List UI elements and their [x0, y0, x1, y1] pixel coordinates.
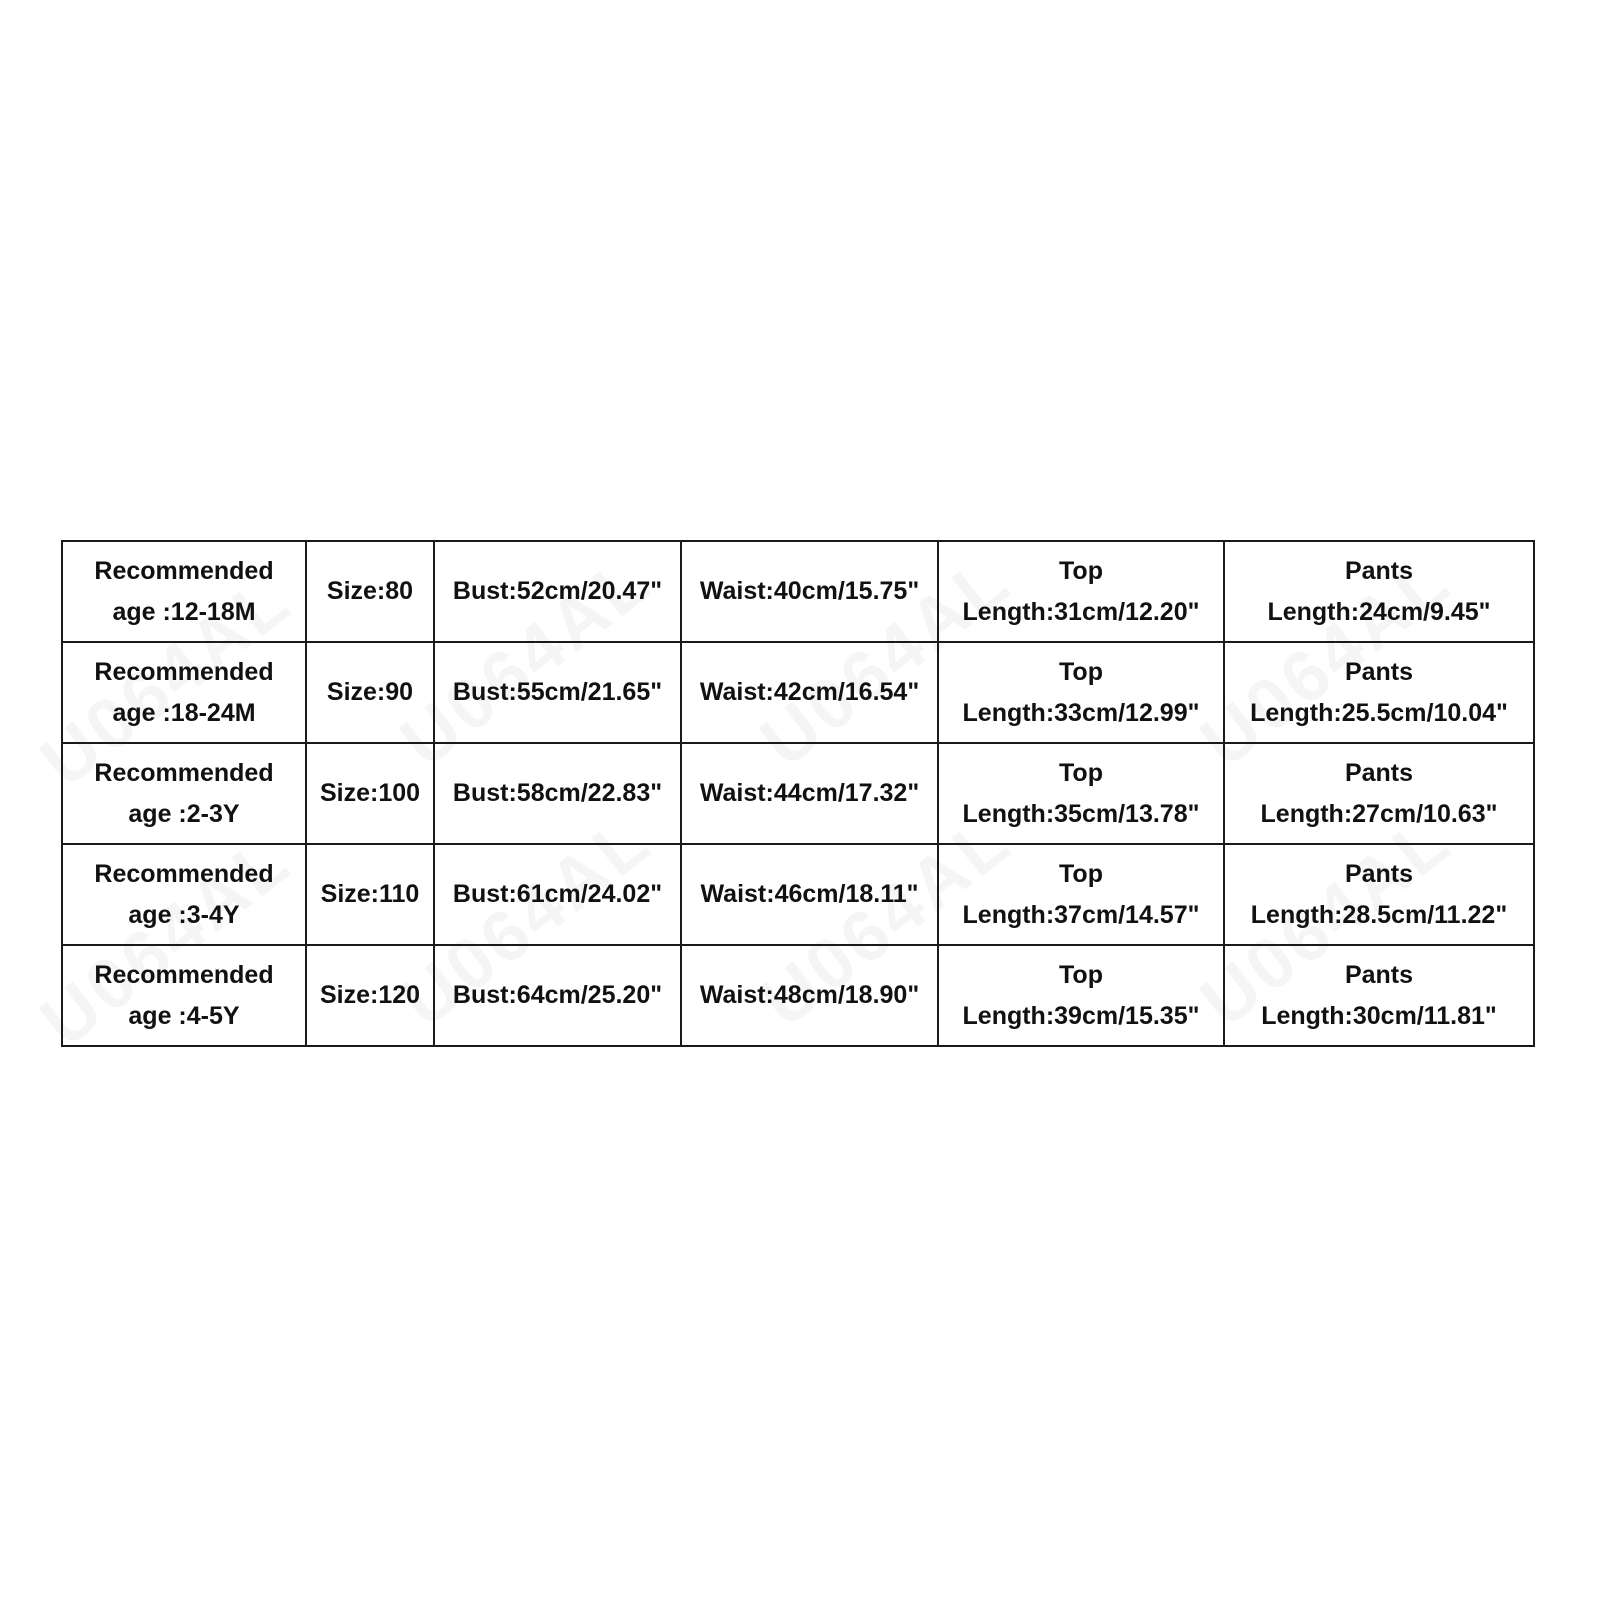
table-row	[62, 642, 1534, 743]
top-length-cell	[938, 743, 1224, 844]
age-label: Recommended	[94, 758, 274, 787]
size-cell: Size:100	[306, 743, 434, 844]
bust-cell: Bust:64cm/25.20"	[434, 945, 681, 1046]
pants-length-value: Length:30cm/11.81"	[1261, 1001, 1497, 1030]
bust-cell: Bust:58cm/22.83"	[434, 743, 681, 844]
table-row	[62, 541, 1534, 642]
age-value: age :2-3Y	[128, 799, 240, 828]
top-label: Top	[1059, 960, 1103, 989]
age-cell	[62, 743, 306, 844]
top-length-value: Length:31cm/12.20"	[962, 597, 1200, 626]
waist-cell: Waist:40cm/15.75"	[681, 541, 938, 642]
age-label: Recommended	[94, 960, 274, 989]
waist-cell: Waist:48cm/18.90"	[681, 945, 938, 1046]
top-length-value: Length:37cm/14.57"	[962, 900, 1200, 929]
age-label: Recommended	[94, 556, 274, 585]
top-length-cell	[938, 642, 1224, 743]
pants-label: Pants	[1344, 859, 1414, 888]
top-length-cell	[938, 541, 1224, 642]
top-label: Top	[1059, 556, 1103, 585]
top-length-value: Length:35cm/13.78"	[962, 799, 1200, 828]
size-cell: Size:80	[306, 541, 434, 642]
top-length-cell	[938, 945, 1224, 1046]
top-label: Top	[1059, 657, 1103, 686]
pants-label: Pants	[1344, 657, 1414, 686]
age-value: age :12-18M	[112, 597, 256, 626]
age-value: age :3-4Y	[128, 900, 240, 929]
pants-length-cell	[1224, 541, 1534, 642]
waist-cell: Waist:46cm/18.11"	[681, 844, 938, 945]
waist-cell: Waist:44cm/17.32"	[681, 743, 938, 844]
top-label: Top	[1059, 758, 1103, 787]
age-label: Recommended	[94, 657, 274, 686]
table-row	[62, 844, 1534, 945]
age-cell	[62, 844, 306, 945]
pants-label: Pants	[1344, 960, 1414, 989]
age-value: age :18-24M	[112, 698, 256, 727]
pants-length-cell	[1224, 945, 1534, 1046]
bust-cell: Bust:61cm/24.02"	[434, 844, 681, 945]
top-label: Top	[1059, 859, 1103, 888]
pants-length-value: Length:24cm/9.45"	[1267, 597, 1491, 626]
pants-length-cell	[1224, 743, 1534, 844]
size-cell: Size:120	[306, 945, 434, 1046]
table-row	[62, 743, 1534, 844]
age-cell	[62, 642, 306, 743]
pants-label: Pants	[1344, 556, 1414, 585]
table-row	[62, 945, 1534, 1046]
top-length-value: Length:33cm/12.99"	[962, 698, 1200, 727]
size-cell: Size:110	[306, 844, 434, 945]
age-label: Recommended	[94, 859, 274, 888]
waist-cell: Waist:42cm/16.54"	[681, 642, 938, 743]
pants-length-value: Length:28.5cm/11.22"	[1250, 900, 1508, 929]
age-cell	[62, 945, 306, 1046]
size-chart-table	[61, 540, 1535, 1047]
age-value: age :4-5Y	[128, 1001, 240, 1030]
pants-label: Pants	[1344, 758, 1414, 787]
top-length-value: Length:39cm/15.35"	[962, 1001, 1200, 1030]
size-cell: Size:90	[306, 642, 434, 743]
pants-length-value: Length:25.5cm/10.04"	[1250, 698, 1508, 727]
pants-length-cell	[1224, 844, 1534, 945]
pants-length-cell	[1224, 642, 1534, 743]
pants-length-value: Length:27cm/10.63"	[1260, 799, 1498, 828]
bust-cell: Bust:52cm/20.47"	[434, 541, 681, 642]
bust-cell: Bust:55cm/21.65"	[434, 642, 681, 743]
top-length-cell	[938, 844, 1224, 945]
age-cell	[62, 541, 306, 642]
